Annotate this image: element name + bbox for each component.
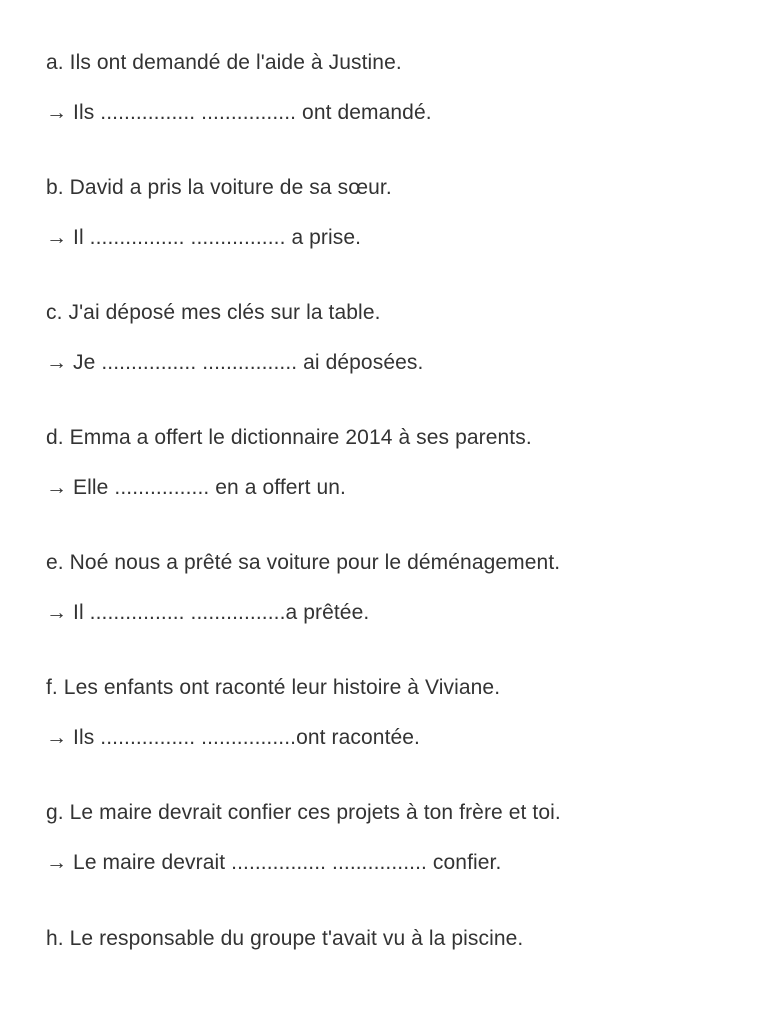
exercise-prompt: b. David a pris la voiture de sa sœur. (46, 176, 392, 199)
exercise-answer: → Ils ................ ................ont racontée. (46, 726, 420, 749)
exercise-g (46, 800, 746, 876)
exercise-prompt: a. Ils ont demandé de l'aide à Justine. (46, 51, 402, 74)
exercise-h (46, 926, 746, 976)
exercise-b (46, 175, 746, 251)
exercise-d (46, 425, 746, 501)
exercise-answer: → Le maire devrait ................ ................ confier. (46, 851, 502, 874)
exercise-answer: → Il ................ ................a prêtée. (46, 601, 370, 624)
exercise-f (46, 675, 746, 751)
exercise-e (46, 550, 746, 626)
exercise-prompt: c. J'ai déposé mes clés sur la table. (46, 301, 381, 324)
exercise-a (46, 50, 746, 126)
exercise-answer: → Elle ................ en a offert un. (46, 476, 346, 499)
exercise-prompt: h. Le responsable du groupe t'avait vu à la piscine. (46, 927, 524, 950)
exercise-c (46, 300, 746, 376)
exercise-prompt: e. Noé nous a prêté sa voiture pour le déménagement. (46, 551, 561, 574)
exercise-answer: → Il ................ ................ a prise. (46, 226, 362, 249)
exercise-answer: → Je ................ ................ ai déposées. (46, 351, 424, 374)
exercise-prompt: d. Emma a offert le dictionnaire 2014 à ses parents. (46, 426, 532, 449)
exercise-prompt: g. Le maire devrait confier ces projets à ton frère et toi. (46, 801, 561, 824)
exercise-answer: → Ils ................ ................ ont demandé. (46, 101, 432, 124)
exercise-prompt: f. Les enfants ont raconté leur histoire à Viviane. (46, 676, 501, 699)
